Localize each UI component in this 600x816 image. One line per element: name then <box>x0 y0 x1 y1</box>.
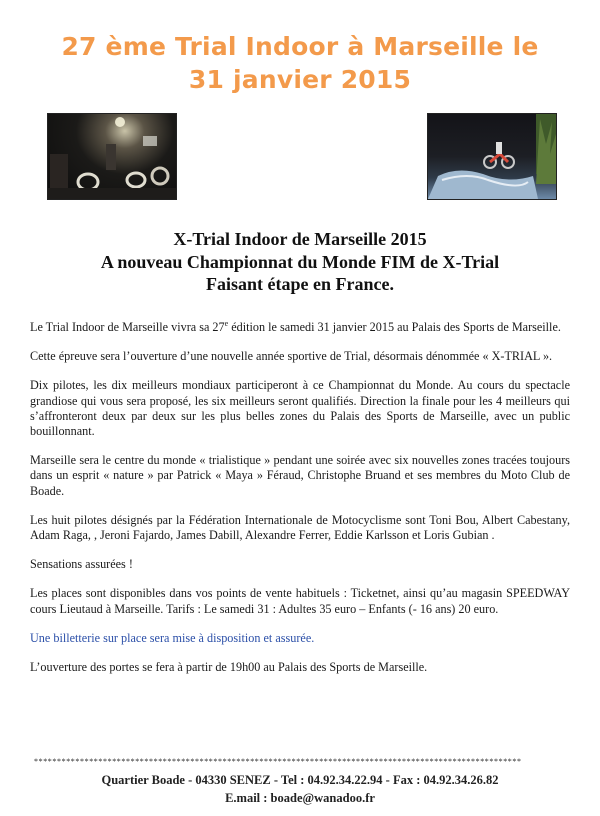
star-separator: ********************************************************************************************************** <box>34 757 522 766</box>
paragraph-doors-open: L’ouverture des portes se fera à partir de 19h00 au Palais des Sports de Marseille. <box>30 660 428 675</box>
paragraph-zones: Marseille sera le centre du monde « trialistique » pendant une soirée avec six nouvelles zones tracées toujours dans un esprit « nature » par Patrick « Maya » Féraud, Christophe Bruand et ses membres du Moto Club de Boade. <box>30 453 570 498</box>
trial-arena-photo-left <box>47 113 177 200</box>
paragraph-x-trial: Cette épreuve sera l’ouverture d’une nouvelle année sportive de Trial, désormais dénommée « X-TRIAL ». <box>30 349 553 364</box>
paragraph-riders-list: Les huit pilotes désignés par la Fédération Internationale de Motocyclisme sont Toni Bou, Albert Cabestany, Adam Raga, , Jeroni Fajardo, James Dabill, Alexandre Ferrer, Eddie Karlsson et Loris Gubian . <box>30 512 570 543</box>
subtitle-line-3: Faisant étape en France. <box>206 274 394 294</box>
headline-line-1: 27 ème Trial Indoor à Marseille le <box>61 32 539 61</box>
footer-address: Quartier Boade - 04330 SENEZ - Tel : 04.92.34.22.94 - Fax : 04.92.34.26.82 <box>101 773 499 787</box>
contact-footer <box>0 771 600 807</box>
paragraph-box-office: Une billetterie sur place sera mise à disposition et assurée. <box>30 630 315 645</box>
footer-email: E.mail : boade@wanadoo.fr <box>225 791 375 805</box>
headline-line-2: 31 janvier 2015 <box>188 65 412 94</box>
paragraph-sensations: Sensations assurées ! <box>30 557 133 572</box>
photo-left-scene <box>48 114 176 199</box>
article-body <box>30 320 570 675</box>
photo-right-scene <box>428 114 556 199</box>
event-subtitle <box>0 228 600 296</box>
paragraph-edition: Le Trial Indoor de Marseille vivra sa 27e édition le samedi 31 janvier 2015 au Palais des Sports de Marseille. <box>30 318 561 334</box>
subtitle-line-1: X-Trial Indoor de Marseille 2015 <box>173 229 427 249</box>
paragraph-pilots-competition: Dix pilotes, les dix meilleurs mondiaux participeront à ce Championnat du Monde. Au cours du spectacle grandiose qui vous sera proposé, les six meilleurs seront qualifiés. Direction la finale pour les 4 meilleurs qui s’affronteront deux par deux sur les plus belles zones du Palais des Sports de Marseille, avec un public bouillonnant. <box>30 378 570 439</box>
trial-arena-photo-right <box>427 113 557 200</box>
paragraph-tickets: Les places sont disponibles dans vos points de vente habituels : Ticketnet, ainsi qu’au magasin SPEEDWAY cours Lieutaud à Marseille. Tarifs : Le samedi 31 : Adultes 35 euro – Enfants (- 16 ans) 20 euro. <box>30 586 570 616</box>
event-headline <box>0 30 600 96</box>
subtitle-line-2: A nouveau Championnat du Monde FIM de X-Trial <box>100 251 500 272</box>
